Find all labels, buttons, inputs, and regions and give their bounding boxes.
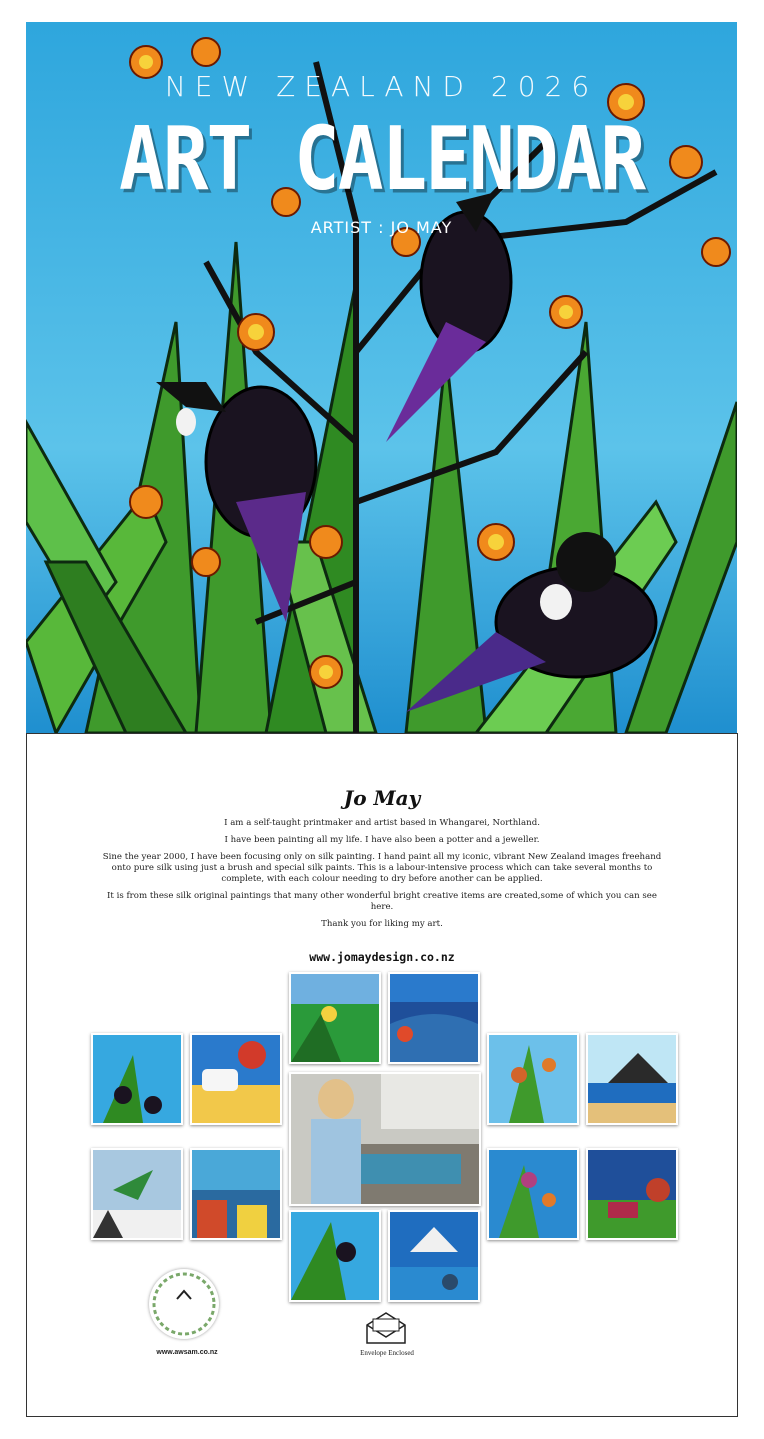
month-thumbnail — [91, 1148, 183, 1240]
month-thumbnail — [190, 1148, 282, 1240]
bio-paragraph: Thank you for liking my art. — [321, 919, 443, 929]
artist-photo — [289, 1072, 481, 1206]
bio-paragraph: Sine the year 2000, I have been focusing only on silk painting. I hand paint all my iconic, vibrant New Zealand images freehand onto pure silk using just a brush and special silk paints. This is a labour-intensive process which can take several months to complete, with each colour needing to dry before another can be applied. — [102, 852, 662, 884]
bio-paragraph: It is from these silk original paintings that many other wonderful bright creative items are created,some of which you can see here. — [107, 891, 657, 912]
artist-name: Jo May — [343, 786, 421, 810]
month-thumbnail — [190, 1033, 282, 1125]
month-thumbnail — [487, 1033, 579, 1125]
month-thumbnail — [586, 1148, 678, 1240]
bio-paragraph: I am a self-taught printmaker and artist based in Whangarei, Northland. — [224, 818, 540, 828]
cover-artist: ARTIST : JO MAY — [310, 218, 453, 237]
cover-subtitle: NEW ZEALAND 2026 — [164, 70, 599, 103]
publisher-logo — [149, 1269, 219, 1339]
month-thumbnail — [91, 1033, 183, 1125]
month-thumbnail — [388, 1210, 480, 1302]
month-thumbnail — [586, 1033, 678, 1125]
publisher-url[interactable]: www.awsam.co.nz — [156, 1349, 218, 1356]
month-thumbnail — [289, 972, 381, 1064]
envelope-enclosed-label: Envelope Enclosed — [360, 1349, 414, 1357]
artist-bio — [97, 818, 667, 936]
cover-artwork — [26, 22, 737, 733]
envelope-icon — [363, 1311, 409, 1345]
website-link[interactable]: www.jomaydesign.co.nz — [309, 950, 455, 964]
month-thumbnail — [487, 1148, 579, 1240]
month-thumbnail — [388, 972, 480, 1064]
month-thumbnail — [289, 1210, 381, 1302]
calendar-back — [26, 733, 738, 1417]
cover-title: ART CALENDAR — [118, 107, 645, 210]
bio-paragraph: I have been painting all my life. I have also been a potter and a jeweller. — [224, 835, 540, 845]
